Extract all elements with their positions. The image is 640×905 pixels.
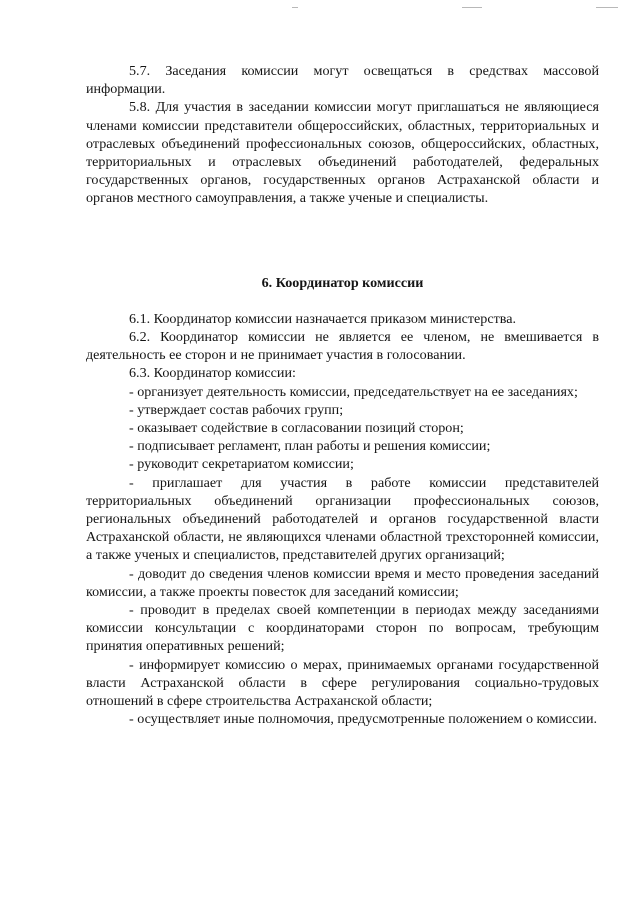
list-item: - подписывает регламент, план работы и решения комиссии; — [129, 438, 491, 455]
list-item: - оказывает содействие в согласовании позиций сторон; — [129, 420, 464, 437]
section-heading: 6. Координатор комиссии — [261, 274, 424, 291]
paragraph-6-3: 6.3. Координатор комиссии: — [129, 365, 296, 382]
list-item: - доводит до сведения членов комиссии время и место проведения заседаний комиссии, а также проекты повесток для заседаний комиссии; — [86, 565, 599, 600]
list-item: - осуществляет иные полномочия, предусмотренные положением о комиссии. — [129, 711, 598, 728]
paragraph-5-8: 5.8. Для участия в заседании комиссии могут приглашаться не являющиеся членами комиссии представители общероссийских, областных, территориальных и отраслевых объединений профессиональных союзов, общероссийских, областных, территориальных и отраслевых объединений работодателей, федеральных государственных органов, государственных органов Астраханской области и органов местного самоуправления, а также ученые и специалисты. — [86, 99, 599, 207]
scan-artifact-line — [292, 7, 298, 8]
list-item: - руководит секретариатом комиссии; — [129, 456, 354, 473]
list-item: - организует деятельность комиссии, председательствует на ее заседаниях; — [129, 383, 578, 400]
scan-artifact-line — [596, 7, 618, 8]
list-item: - информирует комиссию о мерах, принимаемых органами государственной власти Астраханской области в сфере регулирования социально-трудовых отношений в сфере строительства Астраханской области; — [86, 656, 599, 710]
paragraph-6-2: 6.2. Координатор комиссии не является ее членом, не вмешивается в деятельность ее сторон и не принимает участия в голосовании. — [86, 329, 599, 364]
list-item: - приглашает для участия в работе комиссии представителей территориальных объединений организации профессиональных союзов, региональных объединений работодателей и органов государственной власти Астраханской области, не являющихся членами областной трехсторонней комиссии, а также ученых и специалистов, представителей других организаций; — [86, 474, 599, 564]
paragraph-5-7: 5.7. Заседания комиссии могут освещаться в средствах массовой информации. — [86, 63, 599, 98]
document-page — [86, 62, 599, 729]
paragraph-6-1: 6.1. Координатор комиссии назначается приказом министерства. — [129, 310, 516, 327]
list-item: - проводит в пределах своей компетенции в периодах между заседаниями комиссии консультации с координаторами сторон по вопросам, требующим принятия оперативных решений; — [86, 602, 599, 655]
list-item: - утверждает состав рабочих групп; — [129, 401, 344, 418]
scan-artifact-line — [462, 7, 482, 8]
